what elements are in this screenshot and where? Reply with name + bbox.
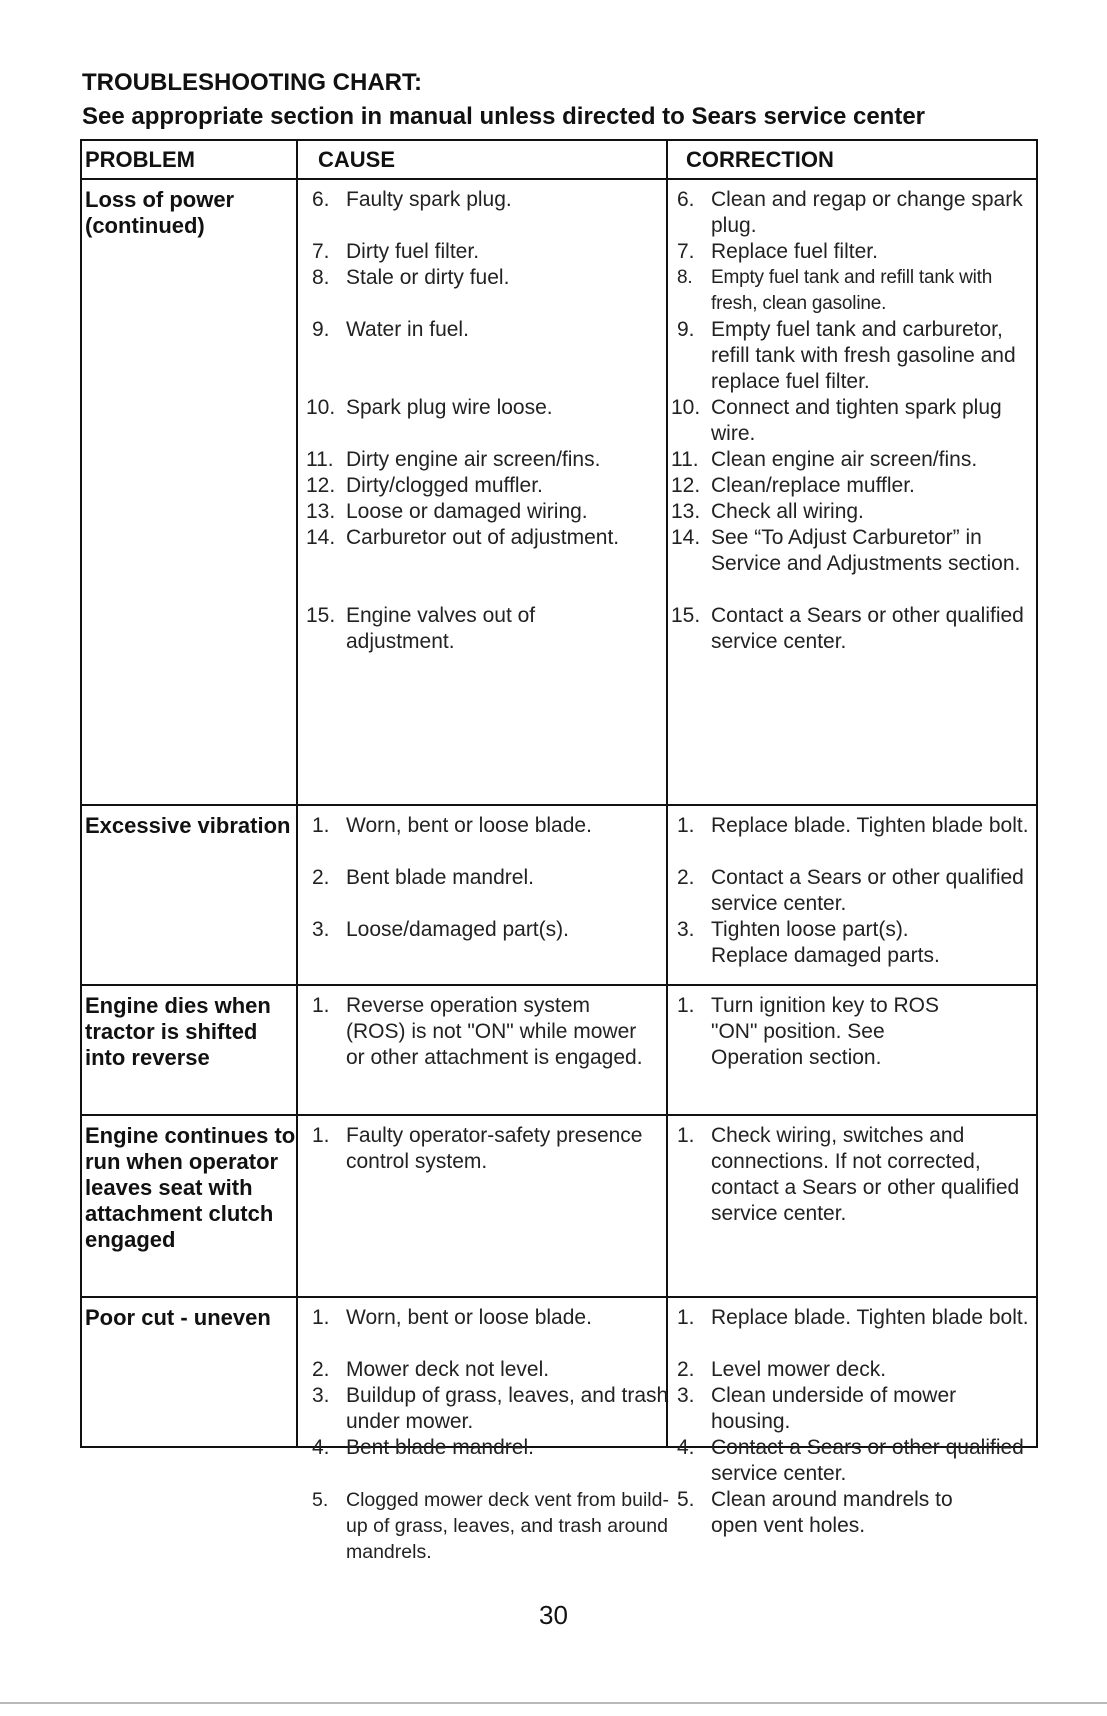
correction-cell — [677, 813, 1039, 969]
cause-item: 2. Mower deck not level. — [312, 1358, 550, 1381]
cause-item: 12. Dirty/clogged muffler. — [306, 474, 543, 497]
cause-item: 1. Worn, bent or loose blade. — [312, 814, 592, 837]
cause-cell — [312, 993, 684, 1071]
cause-item: 3. Buildup of grass, leaves, and trash under mower. — [312, 1384, 669, 1433]
header-problem: PROBLEM — [85, 147, 195, 172]
correction-item: 7. Replace fuel filter. — [677, 240, 878, 263]
cause-item: 3. Loose/damaged part(s). — [312, 918, 569, 941]
correction-item: 4. Contact a Sears or other qualified service center. — [677, 1436, 1024, 1485]
cause-item: 13. Loose or damaged wiring. — [306, 500, 588, 523]
table-row — [82, 1116, 1036, 1296]
correction-cell — [677, 1305, 1039, 1539]
cause-item: 5. Clogged mower deck vent from build-up of grass, leaves, and trash around mandrels. — [312, 1489, 669, 1563]
table-row — [82, 1298, 1036, 1563]
cause-cell — [312, 1123, 684, 1175]
header-cause: CAUSE — [318, 147, 396, 172]
correction-item: 1. Turn ignition key to ROS "ON" position. See Operation section. — [677, 994, 939, 1069]
correction-item: 1. Check wiring, switches and connections. If not corrected, contact a Sears or other qualified service center. — [677, 1124, 1020, 1225]
page-title: TROUBLESHOOTING CHART: — [82, 69, 422, 96]
cause-item: 14. Carburetor out of adjustment. — [306, 526, 620, 549]
correction-item: 1. Replace blade. Tighten blade bolt. — [677, 1306, 1029, 1329]
correction-cell — [677, 993, 1039, 1071]
problem-cell: Poor cut - uneven — [85, 1305, 271, 1330]
correction-item: 6. Clean and regap or change spark plug. — [677, 188, 1023, 237]
table-row — [82, 986, 1036, 1114]
correction-item: 9. Empty fuel tank and carburetor, refill tank with fresh gasoline and replace fuel filter. — [677, 318, 1016, 393]
correction-cell — [671, 187, 1039, 655]
correction-item: 5. Clean around mandrels to open vent holes. — [677, 1488, 953, 1537]
correction-item: 1. Replace blade. Tighten blade bolt. — [677, 814, 1029, 837]
problem-cell: Engine dies when tractor is shifted into reverse — [85, 993, 271, 1070]
cause-item: 1. Worn, bent or loose blade. — [312, 1306, 592, 1329]
correction-item: 15. Contact a Sears or other qualified service center. — [671, 604, 1024, 653]
correction-item: 2. Contact a Sears or other qualified service center. — [677, 866, 1024, 915]
problem-cell: Excessive vibration — [85, 813, 291, 838]
correction-item: 11. Clean engine air screen/fins. — [671, 448, 978, 471]
cause-item: 8. Stale or dirty fuel. — [312, 266, 510, 289]
table-row — [82, 806, 1036, 984]
problem-cell: Loss of power (continued) — [85, 187, 235, 238]
cause-item: 10. Spark plug wire loose. — [306, 396, 553, 419]
cause-cell — [306, 187, 684, 655]
correction-item: 13. Check all wiring. — [671, 500, 864, 523]
correction-item: 2. Level mower deck. — [677, 1358, 887, 1381]
correction-item: 12. Clean/replace muffler. — [671, 474, 915, 497]
cause-item: 1. Reverse operation system (ROS) is not "ON" while mower or other attachment is engaged. — [312, 994, 643, 1069]
cause-item: 15. Engine valves out of adjustment. — [306, 604, 536, 653]
page-bottom-rule — [0, 1702, 1107, 1704]
correction-cell — [677, 1123, 1039, 1227]
troubleshooting-table — [80, 139, 1038, 1563]
header-correction: CORRECTION — [686, 147, 834, 172]
cause-cell — [312, 1305, 684, 1565]
correction-item: 10. Connect and tighten spark plug wire. — [671, 396, 1002, 445]
correction-item: 3. Clean underside of mower housing. — [677, 1384, 957, 1433]
problem-cell: Engine continues to run when operator leaves seat with attachment clutch engaged — [85, 1123, 296, 1252]
correction-item: 3. Tighten loose part(s). Replace damaged parts. — [677, 918, 940, 967]
cause-item: 7. Dirty fuel filter. — [312, 240, 480, 263]
cause-item: 2. Bent blade mandrel. — [312, 866, 534, 889]
table-row — [82, 180, 1036, 804]
page-number: 30 — [539, 1600, 568, 1630]
cause-item: 9. Water in fuel. — [312, 318, 469, 341]
correction-item: 8. Empty fuel tank and refill tank with fresh, clean gasoline. — [677, 267, 993, 314]
cause-item: 6. Faulty spark plug. — [312, 188, 512, 211]
correction-item: 14. See “To Adjust Carburetor” in Service and Adjustments section. — [671, 526, 1021, 575]
cause-item: 4. Bent blade mandrel. — [312, 1436, 534, 1459]
cause-item: 11. Dirty engine air screen/fins. — [306, 448, 601, 471]
cause-cell — [312, 813, 684, 943]
page-subtitle: See appropriate section in manual unless directed to Sears service center — [82, 103, 925, 130]
cause-item: 1. Faulty operator-safety presence control system. — [312, 1124, 643, 1173]
